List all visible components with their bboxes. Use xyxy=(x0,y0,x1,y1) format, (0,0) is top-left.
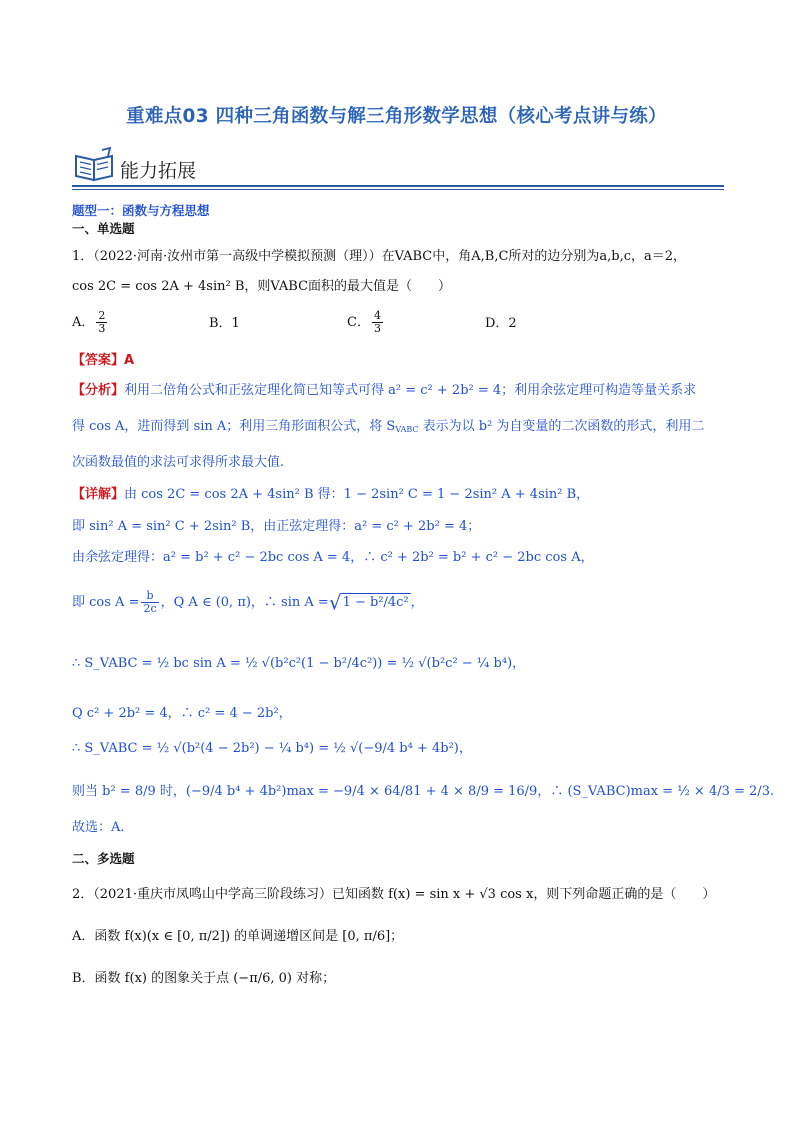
q1-option-d: D．2 xyxy=(485,316,517,331)
radical-icon: √ xyxy=(328,590,342,615)
detail-4-fraction xyxy=(141,590,158,615)
detail-4-num: b xyxy=(141,590,158,603)
q1-option-a-label: A． xyxy=(72,315,95,330)
page-title: 重难点03 四种三角函数与解三角形数学思想（核心考点讲与练） xyxy=(126,106,667,127)
detail-line7: ∴ S_VABC = ½ √(b²(4 − 2b²) − ¼ b⁴) = ½ √(−9/4 b⁴ + 4b²)， xyxy=(72,741,472,756)
detail-line9: 故选：A. xyxy=(72,820,125,835)
q1-stem-line2: cos 2C = cos 2A + 4sin² B，则VABC面积的最大值是（ ） xyxy=(72,279,452,294)
detail-4a: 即 cos A = xyxy=(72,595,140,610)
detail-tag: 【详解】 xyxy=(72,487,125,502)
detail-line8: 则当 b² = 8/9 时，(−9/4 b⁴ + 4b²)max = −9/4 × 64/81 + 4 × 8/9 = 16/9，∴ (S_VABC)max = ½ × 4/3 = 2/3. xyxy=(72,784,775,799)
answer-tag: 【答案】 xyxy=(72,353,125,368)
analysis-line2 xyxy=(72,418,704,439)
single-choice-heading: 一、单选题 xyxy=(72,221,135,236)
q1-option-c-label: C． xyxy=(347,315,370,330)
q1-option-c xyxy=(347,310,385,335)
detail-4-root: 1 − b²/4c² xyxy=(342,595,409,610)
detail-line4 xyxy=(72,590,424,615)
open-book-icon xyxy=(72,146,116,184)
q1-option-a-den: 3 xyxy=(98,322,106,335)
detail-line1 xyxy=(72,486,589,504)
banner-label: 能力拓展 xyxy=(120,160,197,182)
analysis-line3: 次函数最值的求法可求得所求最大值. xyxy=(72,455,285,470)
multi-choice-heading: 二、多选题 xyxy=(72,851,135,866)
banner-rule-thin xyxy=(72,189,724,190)
analysis-line1 xyxy=(72,382,696,400)
banner-rule xyxy=(72,185,724,187)
analysis-text2: 得 cos A，进而得到 sin A；利用三角形面积公式，将 S xyxy=(72,419,396,434)
q1-option-c-den: 3 xyxy=(373,322,381,335)
detail-4-den: 2c xyxy=(143,602,157,615)
analysis-text2b: 表示为以 b² 为自变量的二次函数的形式，利用二 xyxy=(418,419,705,434)
q1-option-a-num: 2 xyxy=(98,309,106,322)
q1-option-b: B．1 xyxy=(209,316,240,331)
q2-option-a: A．函数 f(x)(x ∈ [0, π/2]) 的单调递增区间是 [0, π/6]； xyxy=(72,929,404,944)
q1-option-c-fraction xyxy=(372,310,383,335)
q2-stem: 2．（2021·重庆市凤鸣山中学高三阶段练习）已知函数 f(x) = sin x + √3 cos x，则下列命题正确的是（ ） xyxy=(72,887,716,902)
answer-value: A xyxy=(124,353,135,368)
q1-option-c-num: 4 xyxy=(373,309,381,322)
q1-stem-line1: 1．（2022·河南·汝州市第一高级中学模拟预测（理））在VABC中，角A,B,C所对的边分别为a,b,c，a＝2， xyxy=(72,249,687,264)
q1-option-a-fraction xyxy=(96,310,107,335)
q1-option-a xyxy=(72,310,109,335)
detail-line6: Q c² + 2b² = 4，∴ c² = 4 − 2b²， xyxy=(72,706,292,721)
q2-option-b: B．函数 f(x) 的图象关于点 (−π/6, 0) 对称； xyxy=(72,971,336,986)
detail-line2: 即 sin² A = sin² C + 2sin² B，由正弦定理得：a² = c² + 2b² = 4； xyxy=(72,519,481,534)
detail-line3: 由余弦定理得：a² = b² + c² − 2bc cos A = 4，∴ c² + 2b² = b² + c² − 2bc cos A， xyxy=(72,550,594,565)
analysis-text1: 利用二倍角公式和正弦定理化简已知等式可得 a² = c² + 2b² = 4；利用余弦定理可构造等量关系求 xyxy=(124,383,697,398)
detail-4c: ， xyxy=(410,595,424,610)
detail-line5: ∴ S_VABC = ½ bc sin A = ½ √(b²c²(1 − b²/4c²)) = ½ √(b²c² − ¼ b⁴)， xyxy=(72,656,526,671)
analysis-text2-sub: VABC xyxy=(395,425,419,434)
analysis-tag: 【分析】 xyxy=(72,383,125,398)
detail-4b: ，Q A ∈ (0, π)，∴ sin A = xyxy=(160,595,329,610)
answer-line xyxy=(72,352,134,370)
question-type-heading: 题型一：函数与方程思想 xyxy=(72,203,210,218)
section-banner xyxy=(72,146,724,190)
detail-text1: 由 cos 2C = cos 2A + 4sin² B 得：1 − 2sin² C = 1 − 2sin² A + 4sin² B， xyxy=(124,487,590,502)
